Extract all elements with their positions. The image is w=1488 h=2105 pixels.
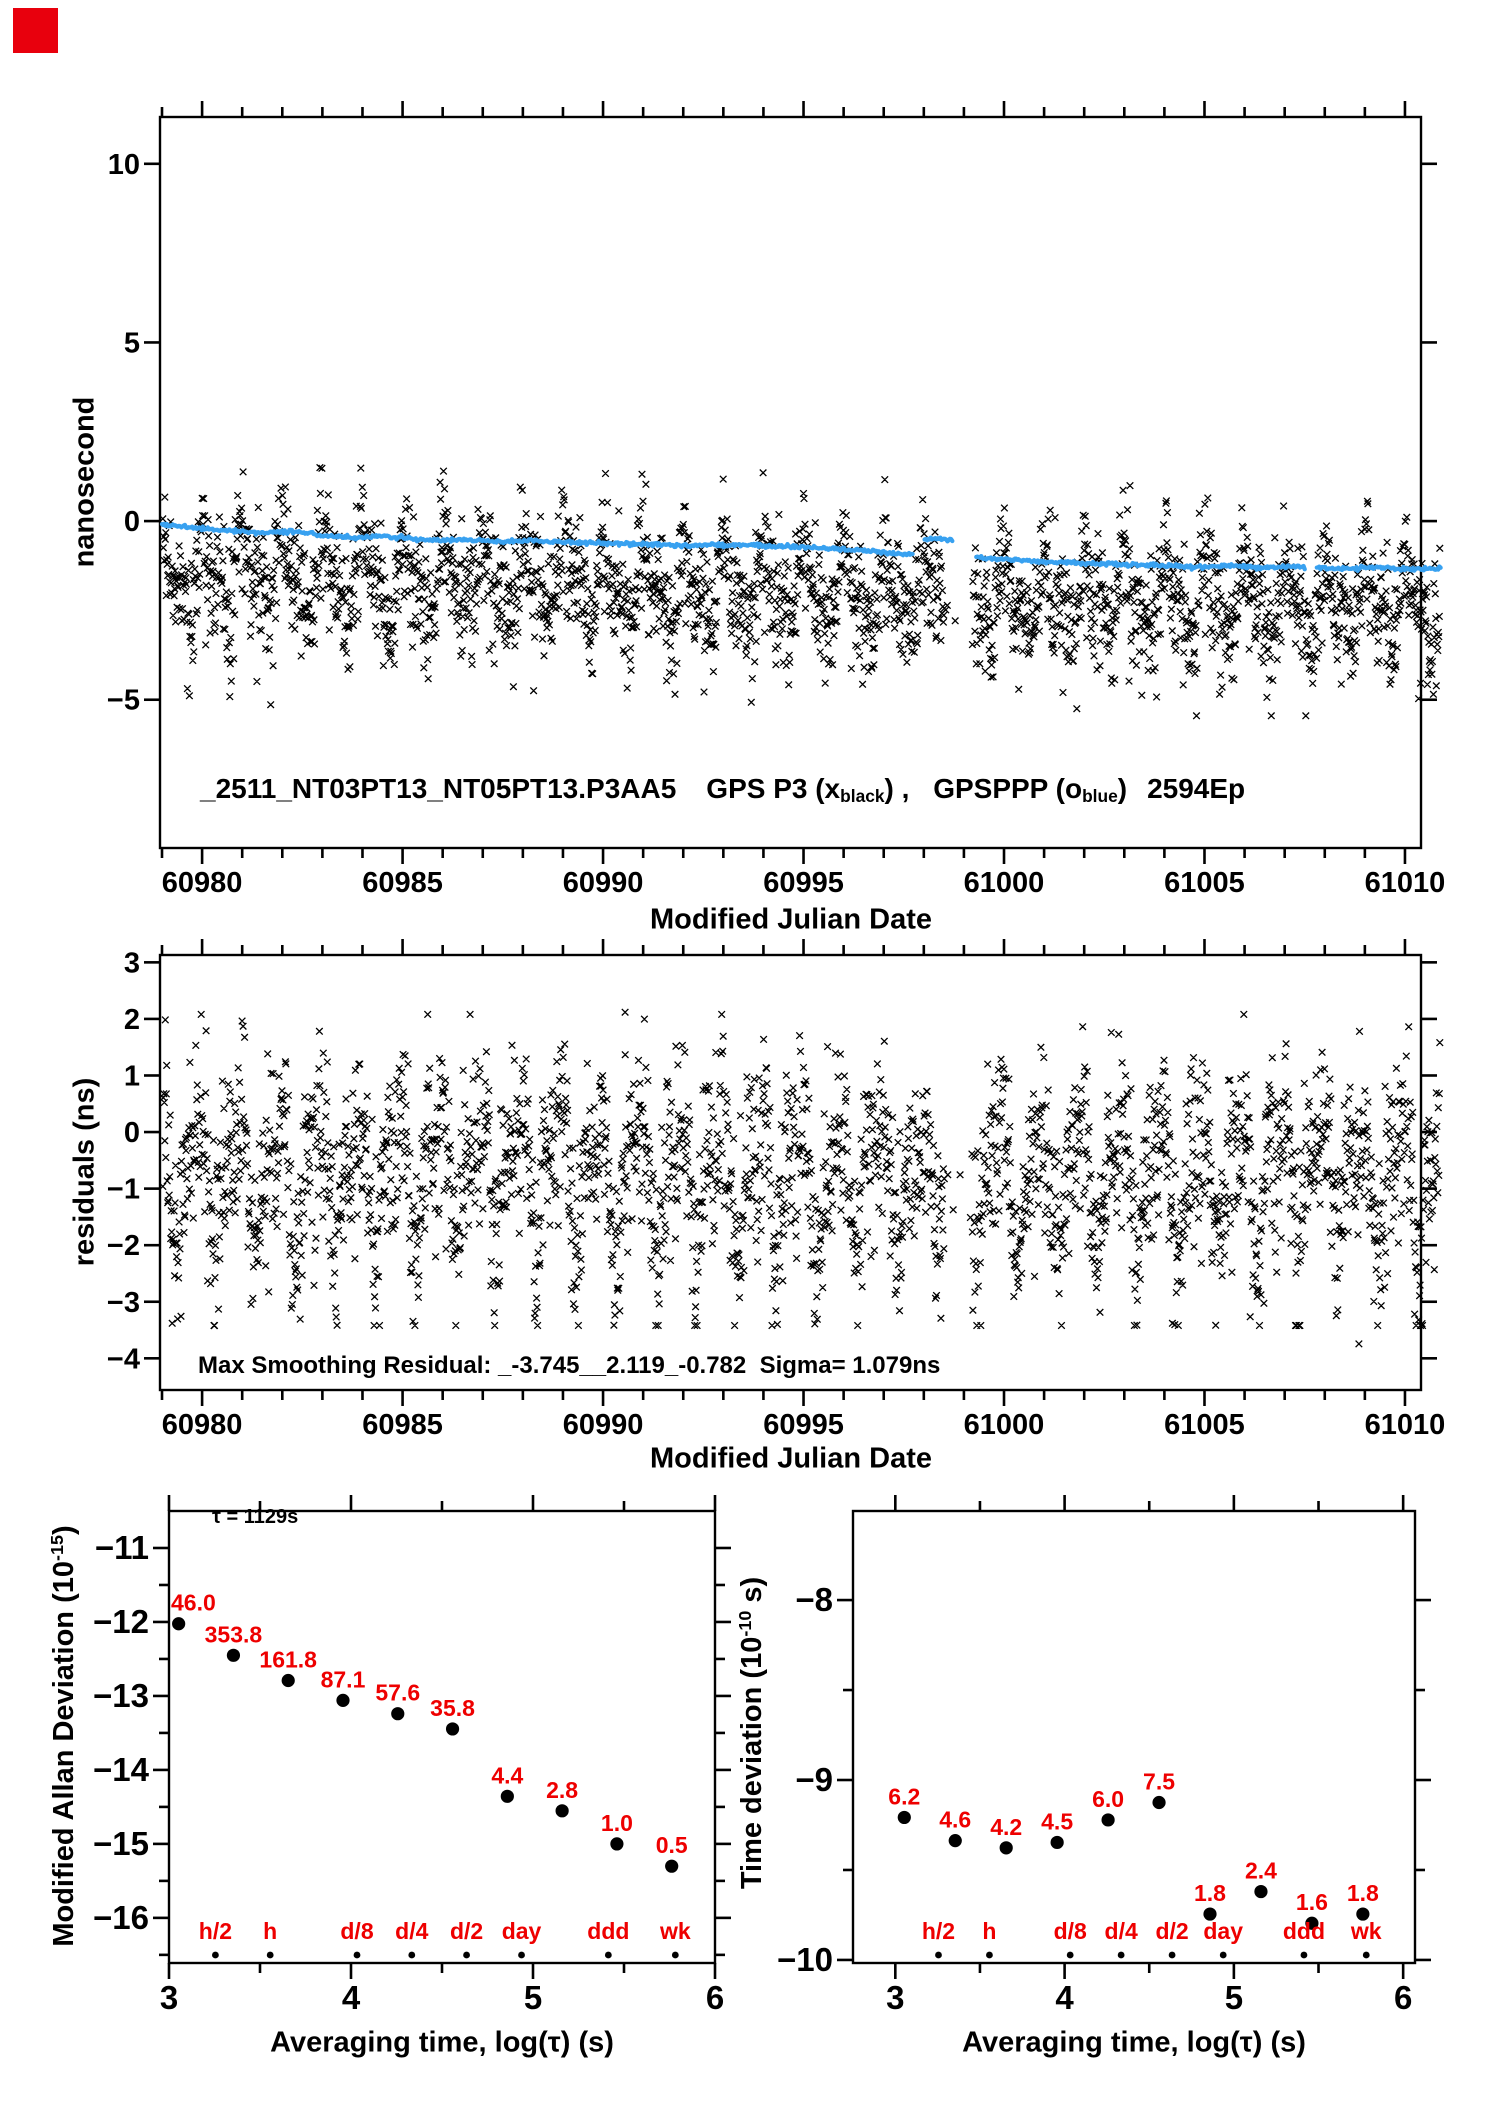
deviation-point-label: 4.2: [990, 1813, 1023, 1840]
averaging-time-label: d/2: [1155, 1918, 1189, 1944]
averaging-time-dot: [212, 1952, 219, 1959]
averaging-time-dot: [1220, 1952, 1227, 1959]
y-tick-label: −15: [93, 1824, 149, 1862]
deviation-point-label: 46.0: [171, 1589, 216, 1616]
top-panel-xlabel: Modified Julian Date: [650, 903, 932, 936]
y-tick-label: −2: [106, 1230, 140, 1263]
y-tick-label: −10: [777, 1940, 833, 1978]
averaging-time-dot: [1067, 1952, 1074, 1959]
deviation-point-label: 0.5: [655, 1832, 688, 1859]
deviation-point-label: 161.8: [259, 1646, 317, 1673]
averaging-time-label: d/8: [1053, 1918, 1087, 1944]
series1-label: GPS P3 (x: [706, 773, 841, 804]
deviation-point-label: 1.8: [1346, 1880, 1379, 1907]
residuals-scatter: [160, 1009, 1444, 1347]
deviation-point-label: 2.4: [1244, 1857, 1277, 1884]
top-panel-title: [200, 773, 1245, 807]
deviation-point-label: 1.0: [600, 1809, 633, 1836]
averaging-time-dot: [1118, 1952, 1125, 1959]
y-tick-label: −13: [93, 1676, 149, 1714]
x-tick-label: 60980: [161, 1409, 243, 1441]
averaging-time-dot: [267, 1952, 274, 1959]
mdev-ylabel-close: ): [47, 1525, 80, 1536]
deviation-point: [1254, 1885, 1267, 1898]
averaging-time-label: d/4: [1104, 1918, 1138, 1944]
modified-allan-deviation-panel: [93, 1495, 731, 2016]
deviation-point: [1000, 1841, 1013, 1854]
y-tick-label: 2: [123, 1003, 140, 1036]
x-tick-label: 60995: [763, 1409, 844, 1441]
x-tick-label: 60985: [362, 867, 443, 899]
deviation-point-label: 6.2: [888, 1783, 921, 1810]
y-tick-label: 10: [107, 148, 140, 181]
y-tick-label: −14: [93, 1750, 149, 1788]
x-tick-label: 61010: [1364, 1409, 1446, 1441]
x-tick-label: 5: [1224, 1979, 1244, 2016]
y-tick-label: 5: [123, 327, 140, 360]
averaging-time-dot: [463, 1952, 470, 1959]
averaging-time-dot: [672, 1952, 679, 1959]
averaging-time-label: h/2: [921, 1918, 956, 1944]
x-tick-label: 60995: [763, 867, 844, 899]
gps-p3-x-black--scatter: [160, 464, 1444, 719]
epoch-count: 2594Ep: [1147, 773, 1246, 804]
y-tick-label: −11: [94, 1528, 149, 1566]
x-tick-label: 4: [341, 1979, 361, 2016]
dataset-file-name: _2511_NT03PT13_NT05PT13.P3AA5: [200, 773, 677, 804]
deviation-point: [336, 1694, 349, 1707]
mdev-ylabel-base: Modified Allan Deviation (10: [47, 1561, 80, 1947]
averaging-time-label: h: [263, 1918, 278, 1944]
averaging-time-dot: [1301, 1952, 1308, 1959]
y-tick-label: −9: [795, 1761, 833, 1799]
y-tick-label: −4: [106, 1343, 140, 1376]
deviation-point-label: 353.8: [204, 1621, 263, 1648]
averaging-time-label: h: [982, 1918, 997, 1944]
deviation-point: [610, 1837, 623, 1850]
x-tick-label: 60990: [562, 867, 644, 899]
averaging-time-dot: [1363, 1952, 1370, 1959]
y-tick-label: −3: [106, 1286, 140, 1319]
deviation-point: [898, 1811, 911, 1824]
deviation-point-label: 4.6: [939, 1806, 972, 1833]
tdev-ylabel-exponent: -10: [735, 1610, 756, 1637]
averaging-time-dot: [986, 1952, 993, 1959]
residuals-panel-xlabel: Modified Julian Date: [650, 1442, 932, 1475]
y-tick-label: −12: [93, 1602, 149, 1640]
deviation-point: [282, 1674, 295, 1687]
y-tick-label: −8: [795, 1581, 833, 1619]
averaging-time-label: wk: [1350, 1918, 1382, 1944]
averaging-time-label: day: [1203, 1918, 1244, 1944]
x-tick-label: 61000: [963, 1409, 1045, 1441]
deviation-point: [446, 1722, 459, 1735]
mdev-panel-ylabel: [47, 1525, 81, 1946]
tdev-ylabel-base: Time deviation (10: [735, 1636, 768, 1890]
averaging-time-label: day: [501, 1918, 542, 1944]
deviation-point-label: 57.6: [375, 1679, 421, 1706]
y-tick-label: −5: [106, 684, 140, 717]
deviation-point-label: 4.4: [491, 1762, 524, 1789]
averaging-time-dot: [1169, 1952, 1176, 1959]
y-tick-label: −1: [106, 1173, 140, 1206]
averaging-time-label: h/2: [198, 1918, 233, 1944]
residuals-panel-ylabel: residuals (ns): [68, 1077, 101, 1267]
deviation-point: [949, 1834, 962, 1847]
averaging-time-label: ddd: [587, 1918, 630, 1944]
series2-label: GPSPPP (o: [933, 773, 1083, 804]
x-tick-label: 6: [1393, 1979, 1413, 2016]
deviation-point-label: 6.0: [1092, 1785, 1125, 1812]
x-tick-label: 4: [1055, 1979, 1074, 2016]
x-tick-label: 3: [159, 1979, 179, 2016]
deviation-point: [556, 1804, 569, 1817]
x-tick-label: 5: [523, 1979, 543, 2016]
x-tick-label: 60985: [362, 1409, 443, 1441]
smoothing-residual-stats: Max Smoothing Residual: _-3.745__2.119_-0.782 Sigma= 1.079ns: [198, 1352, 941, 1379]
averaging-time-label: ddd: [1282, 1918, 1326, 1944]
panel-frame: [853, 1511, 1415, 1963]
series1-color-subscript: black: [840, 785, 885, 806]
mdev-panel-xlabel: Averaging time, log(τ) (s): [270, 2026, 614, 2059]
x-tick-label: 60980: [161, 867, 243, 899]
deviation-point: [172, 1617, 185, 1630]
panel-frame: [169, 1511, 715, 1963]
x-tick-label: 3: [886, 1979, 905, 2016]
tdev-panel-ylabel: [735, 1577, 769, 1889]
deviation-point-label: 2.8: [546, 1776, 579, 1803]
time-deviation-panel: [777, 1495, 1431, 2016]
y-tick-label: 1: [123, 1060, 140, 1093]
y-tick-label: 0: [123, 1117, 140, 1150]
deviation-point-label: 35.8: [430, 1694, 475, 1721]
deviation-point: [1152, 1796, 1165, 1809]
averaging-time-dot: [354, 1952, 361, 1959]
top-panel-ylabel: nanosecond: [68, 396, 101, 568]
deviation-point-label: 87.1: [320, 1666, 366, 1693]
averaging-time-label: d/4: [395, 1918, 429, 1944]
averaging-time-label: d/2: [449, 1918, 484, 1944]
deviation-point: [665, 1860, 678, 1873]
mdev-ylabel-exponent: -15: [47, 1535, 68, 1562]
averaging-time-label: d/8: [340, 1918, 374, 1944]
tau-annotation: τ = 1129s: [212, 1506, 299, 1528]
y-tick-label: 0: [123, 506, 140, 539]
averaging-time-dot: [935, 1952, 942, 1959]
x-tick-label: 61000: [963, 867, 1045, 899]
tdev-panel-xlabel: Averaging time, log(τ) (s): [962, 2026, 1306, 2059]
averaging-time-dot: [518, 1952, 525, 1959]
x-tick-label: 6: [705, 1979, 725, 2016]
deviation-point: [227, 1649, 240, 1662]
deviation-point-label: 1.8: [1194, 1880, 1226, 1907]
averaging-time-dot: [605, 1952, 612, 1959]
deviation-point: [1051, 1836, 1064, 1849]
y-tick-label: −16: [93, 1898, 149, 1936]
x-tick-label: 61010: [1364, 867, 1446, 899]
deviation-point: [501, 1790, 514, 1803]
x-tick-label: 61005: [1164, 1409, 1245, 1441]
deviation-point-label: 7.5: [1143, 1768, 1176, 1795]
panel-frame: [160, 117, 1421, 848]
x-tick-label: 61005: [1164, 867, 1245, 899]
deviation-point: [1102, 1813, 1115, 1826]
deviation-point-label: 4.5: [1041, 1808, 1074, 1835]
averaging-time-label: wk: [659, 1918, 691, 1944]
x-tick-label: 60990: [562, 1409, 644, 1441]
averaging-time-dot: [408, 1952, 415, 1959]
y-tick-label: 3: [123, 947, 140, 980]
tdev-ylabel-close: s): [735, 1576, 768, 1611]
series-separator: ) ,: [884, 773, 918, 804]
series2-color-subscript: blue: [1082, 785, 1118, 806]
deviation-point: [391, 1707, 404, 1720]
series2-close: ): [1117, 773, 1128, 804]
deviation-point-label: 1.6: [1295, 1889, 1328, 1916]
